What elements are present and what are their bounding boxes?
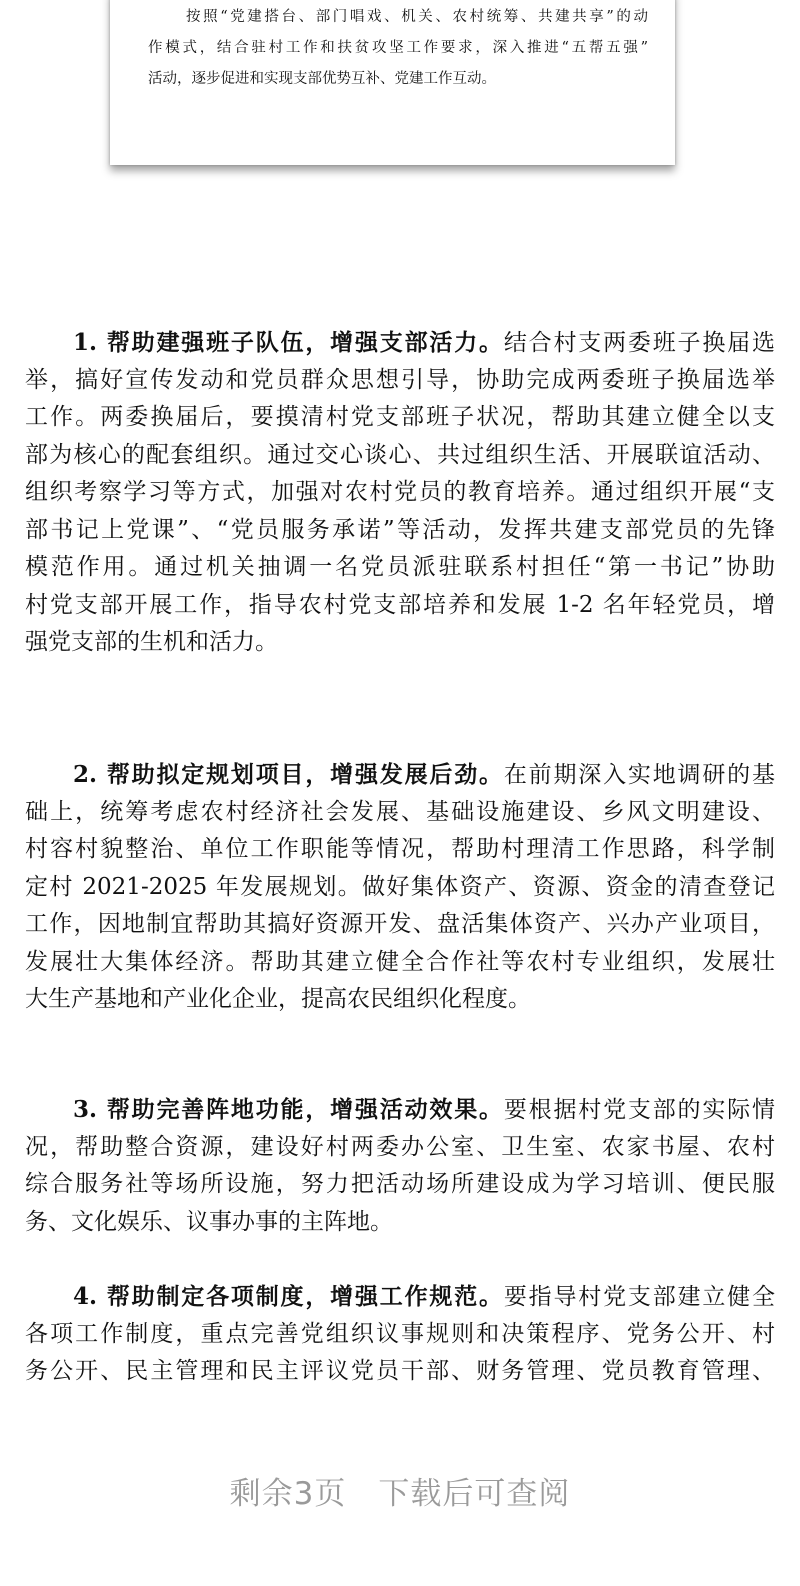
paragraph-line: 发展壮大集体经济。帮助其建立健全合作社等农村专业组织，发展壮 [25, 948, 775, 975]
paragraph-text: 在前期深入实地调研的基 [503, 762, 775, 788]
paragraph-line: 强党支部的生机和活力。 [25, 629, 278, 655]
paragraph-4 [25, 1278, 775, 1391]
paragraph-heading: 2. 帮助拟定规划项目，增强发展后劲。 [73, 761, 504, 788]
paragraph-line: 大生产基地和产业化企业，提高农民组织化程度。 [25, 986, 531, 1012]
download-hint-label: 下载后可查阅 [378, 1476, 571, 1512]
paragraph-line: 部为核心的配套组织。通过交心谈心、共过组织生活、开展联谊活动、 [25, 441, 775, 468]
paragraph-line: 综合服务社等场所设施，努力把活动场所建设成为学习培训、便民服 [25, 1171, 775, 1197]
paragraph-1 [25, 324, 775, 662]
paragraph-text: 要根据村党支部的实际情 [503, 1097, 775, 1123]
paragraph-line: 况，帮助整合资源，建设好村两委办公室、卫生室、农家书屋、农村 [25, 1133, 775, 1160]
paragraph-heading: 4. 帮助制定各项制度，增强工作规范。 [73, 1283, 504, 1310]
paragraph-first-line [25, 324, 775, 362]
paragraph-line: 定村 2021-2025 年发展规划。做好集体资产、资源、资金的清查登记 [25, 873, 775, 900]
paragraph-line: 务公开、民主管理和民主评议党员干部、财务管理、党员教育管理、 [25, 1358, 775, 1384]
paragraph-line: 部书记上党课”、“党员服务承诺”等活动，发挥共建支部党员的先锋 [25, 516, 775, 543]
paragraph-line: 工作，因地制宜帮助其搞好资源开发、盘活集体资产、兴办产业项目， [25, 911, 775, 937]
paragraph-line: 组织考察学习等方式，加强对农村党员的教育培养。通过组织开展“支 [25, 479, 775, 505]
paragraph-line: 础上，统筹考虑农村经济社会发展、基础设施建设、乡风文明建设、 [25, 798, 775, 825]
remaining-pages-label: 剩余3页 [229, 1476, 347, 1512]
paragraph-line: 村容村貌整治、单位工作职能等情况，帮助村理清工作思路，科学制 [25, 836, 775, 862]
paragraph-text: 要指导村党支部建立健全 [503, 1284, 775, 1310]
paragraph-text: 结合村支两委班子换届选 [503, 330, 775, 356]
card-line: 按照“党建搭台、部门唱戏、机关、农村统筹、共建共享”的动 [186, 9, 648, 25]
paragraph-first-line [25, 756, 775, 794]
paragraph-heading: 3. 帮助完善阵地功能，增强活动效果。 [73, 1096, 504, 1123]
paragraph-2 [25, 756, 775, 1019]
paragraph-line: 务、文化娱乐、议事办事的主阵地。 [25, 1208, 393, 1235]
paragraph-line: 举，搞好宣传发动和党员群众思想引导，协助完成两委班子换届选举 [25, 366, 775, 393]
paragraph-line: 工作。两委换届后，要摸清村党支部班子状况，帮助其建立健全以支 [25, 404, 775, 430]
paragraph-first-line [25, 1091, 775, 1129]
paragraph-line: 村党支部开展工作，指导农村党支部培养和发展 1-2 名年轻党员，增 [25, 591, 775, 618]
paragraph-first-line [25, 1278, 775, 1316]
card-line: 作模式，结合驻村工作和扶贫攻坚工作要求，深入推进“五帮五强” [148, 40, 648, 56]
paragraph-3 [25, 1091, 775, 1241]
paragraph-line: 模范作用。通过机关抽调一名党员派驻联系村担任“第一书记”协助 [25, 554, 775, 580]
preview-card [110, 0, 675, 165]
paragraph-line: 各项工作制度，重点完善党组织议事规则和决策程序、党务公开、村 [25, 1320, 775, 1347]
paragraph-heading: 1. 帮助建强班子队伍，增强支部活力。 [73, 329, 504, 356]
card-line: 活动，逐步促进和实现支部优势互补、党建工作互动。 [148, 71, 496, 87]
download-prompt[interactable] [0, 1468, 800, 1513]
